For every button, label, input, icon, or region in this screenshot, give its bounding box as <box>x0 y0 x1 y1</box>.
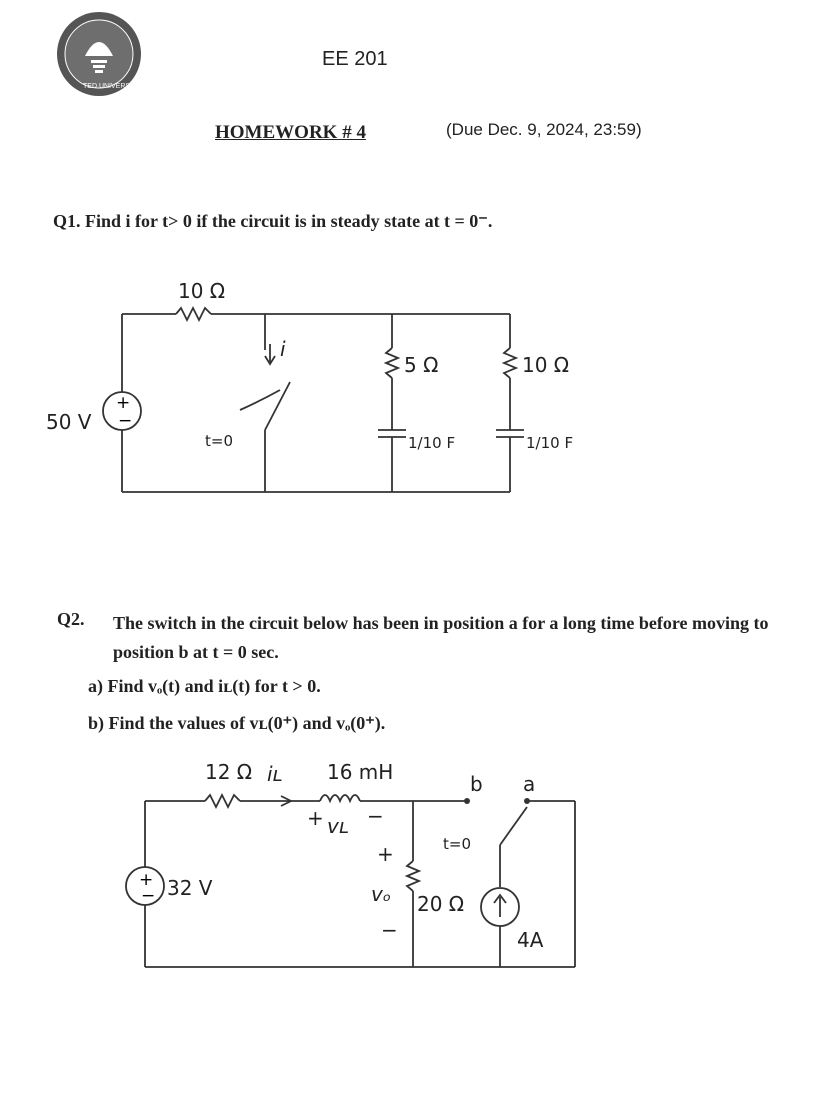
q2-pos-b-label: b <box>470 772 483 796</box>
q1-circuit <box>40 270 620 510</box>
svg-text:−: − <box>367 804 384 828</box>
q2-switch-label: t=0 <box>443 835 471 853</box>
q2-inductor-label: 16 mH <box>327 760 394 784</box>
q1-c-branch2-label: 1/10 F <box>526 434 574 452</box>
q1-source-label: 50 V <box>46 410 92 434</box>
logo-text: TED UNIVERSITY <box>83 83 141 90</box>
resistor-12ohm <box>205 795 240 807</box>
svg-text:+: + <box>116 393 131 413</box>
svg-text:−: − <box>141 886 156 906</box>
svg-text:−: − <box>118 411 133 431</box>
resistor-20ohm <box>407 861 419 891</box>
q2-pos-a-label: a <box>523 772 536 796</box>
q2-r-load-label: 20 Ω <box>417 892 465 916</box>
svg-text:+: + <box>307 806 324 830</box>
svg-text:−: − <box>381 918 398 942</box>
q1-r-series-label: 10 Ω <box>178 279 226 303</box>
q2-number: Q2. <box>57 609 85 629</box>
switch-arm <box>265 382 290 430</box>
q2-r-series-label: 12 Ω <box>205 760 253 784</box>
q2-current-source-label: 4A <box>517 928 544 952</box>
course-code: EE 201 <box>322 48 388 70</box>
q2-current-label: iʟ <box>267 762 283 786</box>
q1-current-label: i <box>280 337 286 361</box>
svg-text:+: + <box>377 842 394 866</box>
inductor-coil <box>320 795 360 801</box>
q1-r-branch2-label: 10 Ω <box>522 353 570 377</box>
q2-part-a: a) Find vₒ(t) and iʟ(t) for t > 0. <box>88 676 321 696</box>
q2-source-label: 32 V <box>167 876 213 900</box>
resistor-10ohm <box>176 308 211 320</box>
q2-circuit <box>105 755 605 985</box>
svg-text:+: + <box>139 870 154 890</box>
homework-title: HOMEWORK # 4 <box>215 122 366 143</box>
q2-vl-label: vʟ <box>327 814 349 838</box>
due-date: (Due Dec. 9, 2024, 23:59) <box>446 120 642 139</box>
resistor-10ohm-branch <box>504 348 516 378</box>
q1-c-branch1-label: 1/10 F <box>408 434 456 452</box>
university-logo <box>55 8 145 100</box>
switch-arm <box>500 807 527 845</box>
q2-part-b: b) Find the values of vʟ(0⁺) and vₒ(0⁺). <box>88 713 386 733</box>
q1-switch-label: t=0 <box>205 432 233 450</box>
q2-text: The switch in the circuit below has been in position a for a long time before moving to position b at t = 0 sec. <box>113 613 769 662</box>
q2-vo-label: vₒ <box>371 882 392 906</box>
q1-text: Q1. Find i for t> 0 if the circuit is in steady state at t = 0⁻. <box>53 211 493 231</box>
resistor-5ohm <box>386 348 398 378</box>
q1-r-branch1-label: 5 Ω <box>404 353 439 377</box>
